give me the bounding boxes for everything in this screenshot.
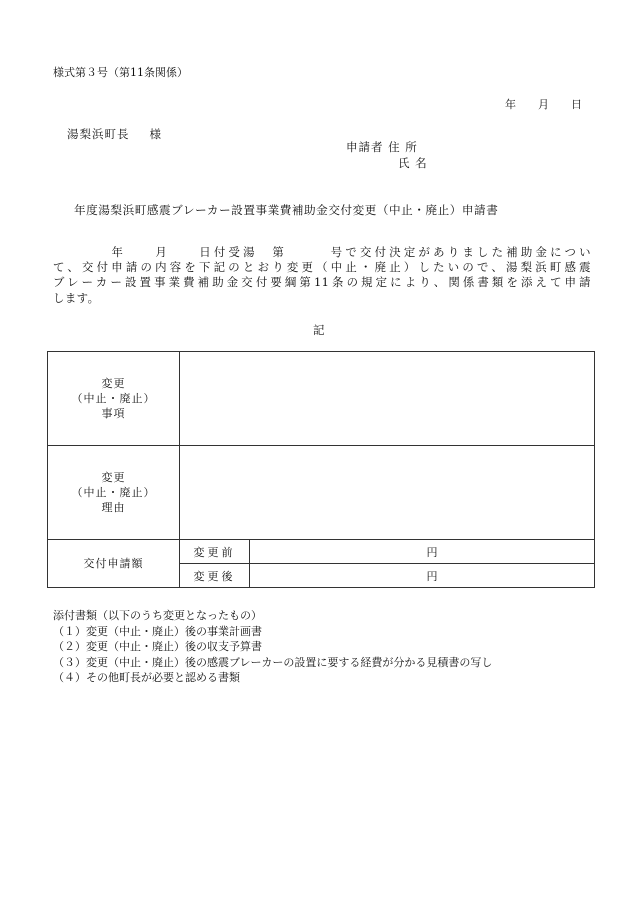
addressee-honorific: 様 (149, 127, 161, 141)
change-items-row (48, 352, 595, 446)
before-change-amount-field[interactable] (250, 540, 595, 564)
change-items-label-line1: 変更 (101, 377, 126, 390)
change-items-label-line2: （中止・廃止） (71, 392, 156, 405)
attachment-item: （２）変更（中止・廃止）後の収支予算書 (53, 640, 262, 653)
grant-amount-label: 交付申請額 (48, 540, 180, 588)
date-month-label: 月 (538, 98, 549, 111)
applicant-name-label: 氏 名 (398, 156, 428, 170)
date-line (505, 96, 582, 112)
change-items-field[interactable] (180, 352, 595, 446)
document-title: 年度湯梨浜町感震ブレーカー設置事業費補助金交付変更（中止・廃止）申請書 (74, 203, 499, 217)
date-year-label: 年 (505, 98, 516, 111)
change-reason-row (48, 446, 595, 540)
change-reason-label-line2: （中止・廃止） (71, 486, 156, 499)
before-change-yen-unit: 円 (426, 545, 438, 559)
body-line: ブレーカー設置事業費補助金交付要綱第11条の規定により、関係書類を添えて申請 (53, 275, 591, 290)
change-reason-label-line3: 理由 (101, 501, 126, 514)
date-day-label: 日 (571, 98, 582, 111)
after-change-amount-field[interactable] (250, 564, 595, 588)
attachments-heading: 添付書類（以下のうち変更となったもの） (53, 609, 262, 622)
change-reason-label-line1: 変更 (101, 471, 126, 484)
body-paragraph (53, 245, 591, 306)
attachment-item: （３）変更（中止・廃止）後の感震ブレーカーの設置に要する経費が分かる見積書の写し (53, 655, 493, 669)
body-line: て、交付申請の内容を下記のとおり変更（中止・廃止）したいので、湯梨浜町感震 (53, 260, 591, 275)
attachment-item: （４）その他町長が必要と認める書類 (53, 671, 240, 684)
change-reason-label (48, 446, 180, 540)
body-line: 年 月 日付受湯 第 号で交付決定がありました補助金につい (53, 245, 591, 259)
change-reason-field[interactable] (180, 446, 595, 540)
attachment-item: （１）変更（中止・廃止）後の事業計画書 (53, 624, 262, 638)
applicant-address-label: 申請者 住 所 (346, 140, 418, 154)
addressee-title: 湯梨浜町長 (67, 127, 130, 141)
change-items-label (48, 352, 180, 446)
attachments-section (53, 608, 613, 686)
ki-heading: 記 (313, 323, 325, 337)
before-change-label: 変更前 (180, 540, 250, 564)
addressee (67, 126, 161, 142)
after-change-yen-unit: 円 (426, 569, 438, 583)
after-change-label: 変更後 (180, 564, 250, 588)
application-table (47, 351, 595, 588)
change-items-label-line3: 事項 (101, 407, 126, 420)
amount-before-row (48, 540, 595, 564)
form-number: 様式第３号（第11条関係） (53, 66, 188, 79)
body-line: します。 (53, 290, 100, 305)
